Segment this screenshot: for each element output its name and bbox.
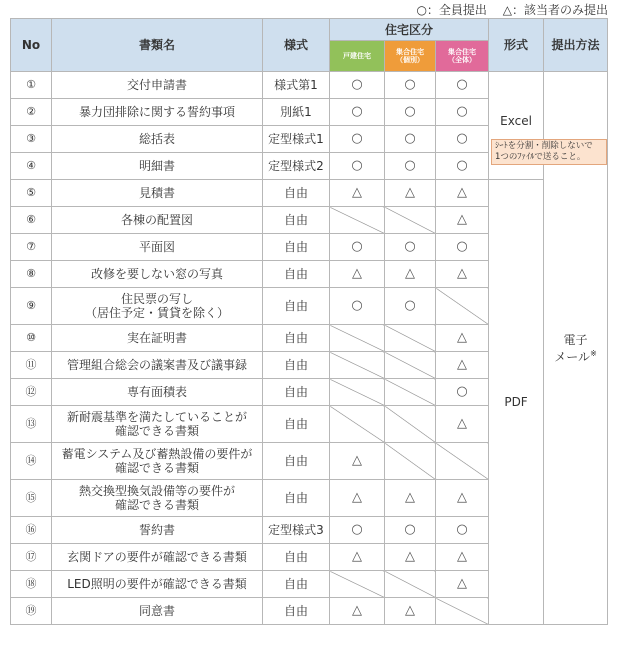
apartment-whole-mark: △ (436, 207, 489, 234)
form-type: 定型様式2 (263, 153, 330, 180)
document-table (10, 18, 608, 625)
document-name: 同意書 (52, 598, 263, 625)
form-type: 自由 (263, 480, 330, 517)
apartment-whole-mark-not-applicable (436, 288, 489, 325)
document-name: 専有面積表 (52, 379, 263, 406)
detached-house-mark: △ (330, 261, 385, 288)
form-type: 自由 (263, 598, 330, 625)
form-type: 自由 (263, 261, 330, 288)
form-type: 自由 (263, 379, 330, 406)
row-number: ③ (11, 126, 52, 153)
apartment-whole-mark: ○ (436, 72, 489, 99)
header-apartment-individual: 集合住宅 （個別） (385, 41, 436, 72)
row-number: ⑰ (11, 544, 52, 571)
apartment-individual-mark: ○ (385, 234, 436, 261)
apartment-individual-mark-not-applicable (385, 207, 436, 234)
document-name: 誓約書 (52, 517, 263, 544)
apartment-individual-mark-not-applicable (385, 406, 436, 443)
header-housing: 住宅区分 (330, 19, 489, 41)
row-number: ⑬ (11, 406, 52, 443)
document-name: 平面図 (52, 234, 263, 261)
table-row (11, 72, 608, 99)
row-number: ① (11, 72, 52, 99)
apartment-whole-mark: △ (436, 261, 489, 288)
row-number: ⑭ (11, 443, 52, 480)
form-type: 自由 (263, 571, 330, 598)
form-type: 自由 (263, 234, 330, 261)
document-name: 改修を要しない窓の写真 (52, 261, 263, 288)
apartment-whole-mark: △ (436, 480, 489, 517)
apartment-whole-mark: △ (436, 352, 489, 379)
document-name: 住民票の写し （居住予定・賃貸を除く） (52, 288, 263, 325)
detached-house-mark-not-applicable (330, 379, 385, 406)
format-excel: Excel (489, 72, 544, 180)
document-name: 実在証明書 (52, 325, 263, 352)
document-name: 熱交換型換気設備等の要件が 確認できる書類 (52, 480, 263, 517)
detached-house-mark: ○ (330, 153, 385, 180)
apartment-individual-mark: △ (385, 261, 436, 288)
row-number: ⑮ (11, 480, 52, 517)
legend-all: ○：全員提出 (416, 3, 487, 17)
apartment-individual-mark-not-applicable (385, 325, 436, 352)
apartment-individual-mark-not-applicable (385, 443, 436, 480)
row-number: ⑧ (11, 261, 52, 288)
document-name: 各棟の配置図 (52, 207, 263, 234)
detached-house-mark-not-applicable (330, 207, 385, 234)
header-form: 様式 (263, 19, 330, 72)
apartment-individual-mark: △ (385, 598, 436, 625)
form-type: 自由 (263, 443, 330, 480)
detached-house-mark: ○ (330, 288, 385, 325)
row-number: ⑯ (11, 517, 52, 544)
form-type: 定型様式3 (263, 517, 330, 544)
header-apartment-whole: 集合住宅 （全体） (436, 41, 489, 72)
apartment-whole-mark-not-applicable (436, 443, 489, 480)
document-name: 暴力団排除に関する誓約事項 (52, 99, 263, 126)
row-number: ⑪ (11, 352, 52, 379)
detached-house-mark: △ (330, 443, 385, 480)
row-number: ② (11, 99, 52, 126)
apartment-whole-mark: ○ (436, 234, 489, 261)
apartment-whole-mark: △ (436, 180, 489, 207)
document-name: 総括表 (52, 126, 263, 153)
detached-house-mark: △ (330, 480, 385, 517)
apartment-whole-mark: △ (436, 325, 489, 352)
form-type: 自由 (263, 352, 330, 379)
apartment-whole-mark: △ (436, 406, 489, 443)
detached-house-mark: ○ (330, 517, 385, 544)
row-number: ⑱ (11, 571, 52, 598)
detached-house-mark: ○ (330, 126, 385, 153)
submission-method: 電子 メール※ (544, 72, 608, 625)
row-number: ⑥ (11, 207, 52, 234)
form-type: 自由 (263, 288, 330, 325)
document-name: 管理組合総会の議案書及び議事録 (52, 352, 263, 379)
document-name: 交付申請書 (52, 72, 263, 99)
form-type: 別紙1 (263, 99, 330, 126)
document-name: 明細書 (52, 153, 263, 180)
legend (404, 1, 608, 18)
detached-house-mark: △ (330, 180, 385, 207)
form-type: 様式第1 (263, 72, 330, 99)
detached-house-mark: △ (330, 544, 385, 571)
row-number: ⑩ (11, 325, 52, 352)
apartment-individual-mark-not-applicable (385, 379, 436, 406)
document-name: LED照明の要件が確認できる書類 (52, 571, 263, 598)
detached-house-mark: △ (330, 598, 385, 625)
apartment-individual-mark: △ (385, 180, 436, 207)
document-name: 見積書 (52, 180, 263, 207)
row-number: ⑦ (11, 234, 52, 261)
row-number: ⑨ (11, 288, 52, 325)
form-type: 自由 (263, 207, 330, 234)
apartment-whole-mark: ○ (436, 126, 489, 153)
detached-house-mark: ○ (330, 234, 385, 261)
header-format: 形式 (489, 19, 544, 72)
form-type: 自由 (263, 325, 330, 352)
row-number: ⑲ (11, 598, 52, 625)
form-type: 自由 (263, 180, 330, 207)
detached-house-mark-not-applicable (330, 325, 385, 352)
apartment-individual-mark: ○ (385, 72, 436, 99)
apartment-individual-mark: ○ (385, 288, 436, 325)
apartment-whole-mark: ○ (436, 153, 489, 180)
apartment-whole-mark: ○ (436, 379, 489, 406)
apartment-individual-mark: ○ (385, 99, 436, 126)
apartment-individual-mark-not-applicable (385, 571, 436, 598)
detached-house-mark-not-applicable (330, 571, 385, 598)
apartment-whole-mark: ○ (436, 517, 489, 544)
detached-house-mark: ○ (330, 72, 385, 99)
apartment-whole-mark: ○ (436, 99, 489, 126)
legend-applicable: △：該当者のみ提出 (502, 3, 608, 17)
apartment-whole-mark-not-applicable (436, 598, 489, 625)
apartment-individual-mark: ○ (385, 517, 436, 544)
apartment-individual-mark: ○ (385, 153, 436, 180)
apartment-individual-mark: △ (385, 480, 436, 517)
apartment-whole-mark: △ (436, 544, 489, 571)
document-name: 新耐震基準を満たしていることが 確認できる書類 (52, 406, 263, 443)
excel-note: ｼｰﾄを分割・削除しないで 1つのﾌｧｲﾙで送ること。 (491, 139, 607, 165)
row-number: ⑫ (11, 379, 52, 406)
form-type: 自由 (263, 406, 330, 443)
header-detached-house: 戸建住宅 (330, 41, 385, 72)
apartment-whole-mark: △ (436, 571, 489, 598)
header-method: 提出方法 (544, 19, 608, 72)
document-name: 玄関ドアの要件が確認できる書類 (52, 544, 263, 571)
apartment-individual-mark: ○ (385, 126, 436, 153)
apartment-individual-mark: △ (385, 544, 436, 571)
detached-house-mark-not-applicable (330, 406, 385, 443)
form-type: 自由 (263, 544, 330, 571)
detached-house-mark-not-applicable (330, 352, 385, 379)
format-pdf: PDF (489, 180, 544, 625)
row-number: ⑤ (11, 180, 52, 207)
document-name: 蓄電システム及び蓄熱設備の要件が 確認できる書類 (52, 443, 263, 480)
detached-house-mark: ○ (330, 99, 385, 126)
apartment-individual-mark-not-applicable (385, 352, 436, 379)
form-type: 定型様式1 (263, 126, 330, 153)
row-number: ④ (11, 153, 52, 180)
header-no: No (11, 19, 52, 72)
header-docname: 書類名 (52, 19, 263, 72)
table-row (11, 180, 608, 207)
